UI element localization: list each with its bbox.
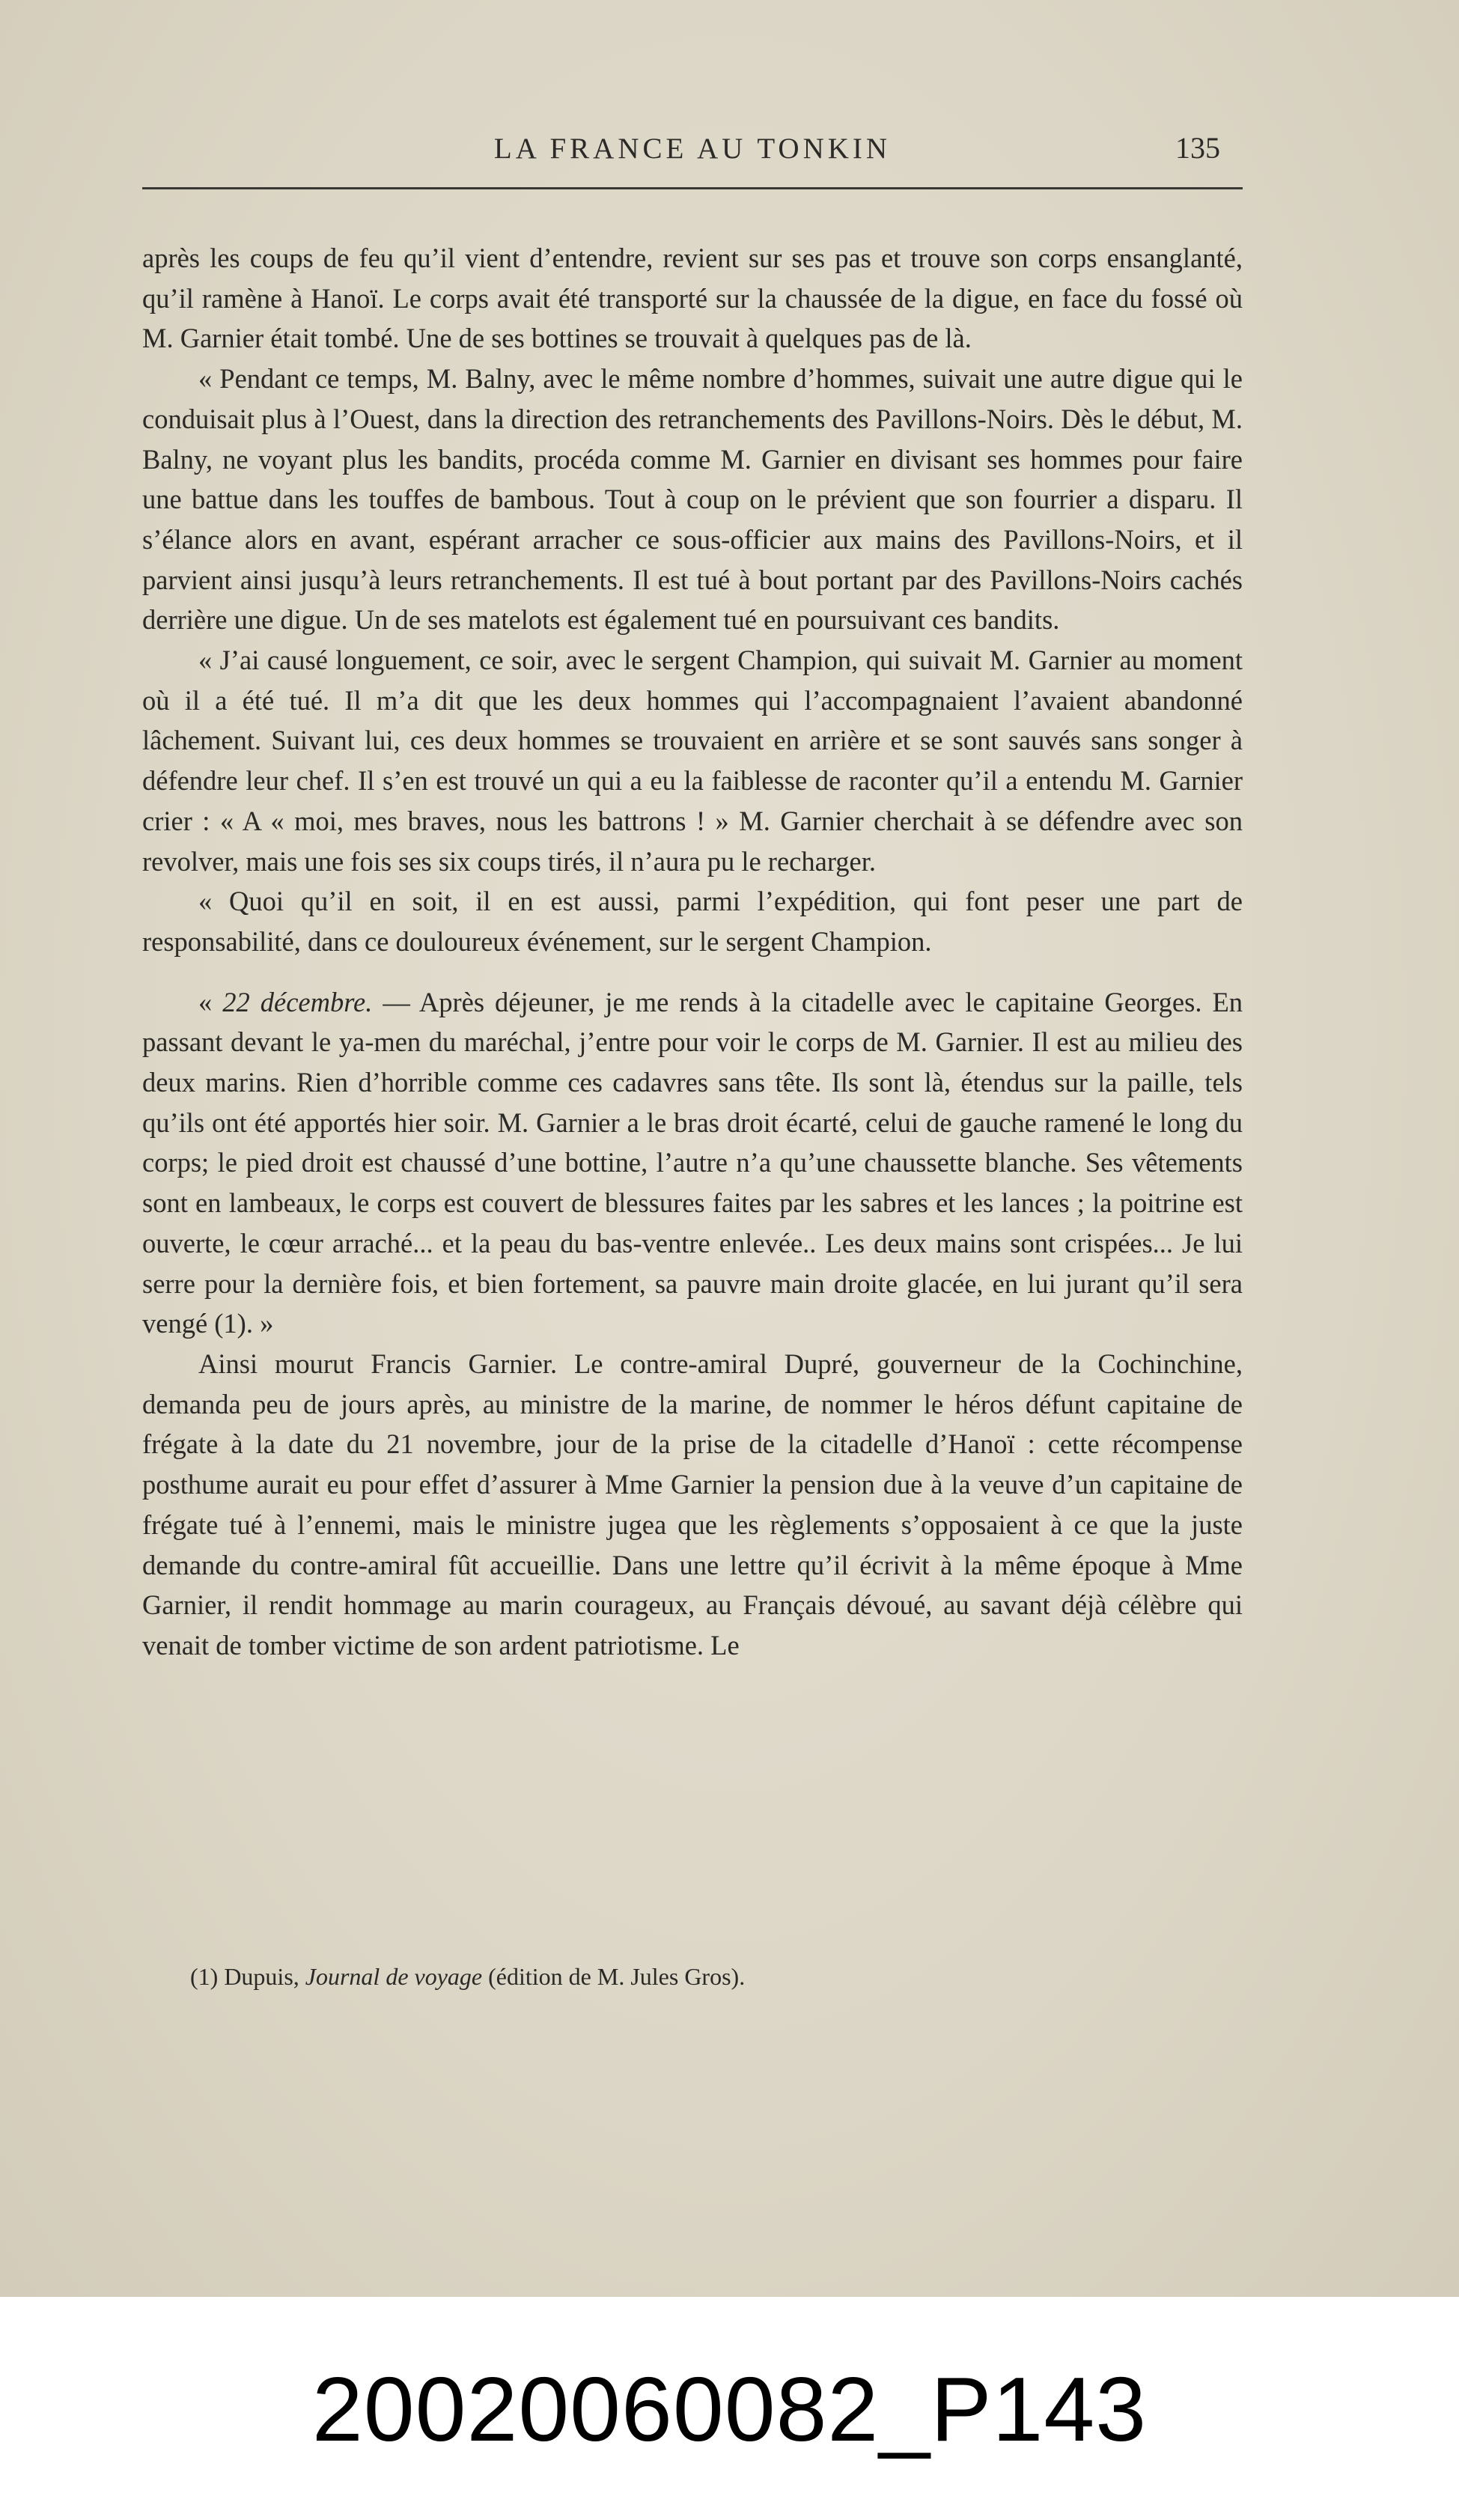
document-id: 20020060082_P143 <box>311 2358 1148 2460</box>
page-header <box>142 126 1243 171</box>
footnote-title: Journal de voyage <box>305 1963 483 1990</box>
header-rule <box>142 187 1243 189</box>
paragraph-5 <box>142 982 1243 1344</box>
paragraph-6: Ainsi mourut Francis Garnier. Le contre-amiral Dupré, gouverneur de la Cochinchine, demanda peu de jours après, au ministre de la marine, de nommer le héros défunt capitaine de frégate à la date du 21 novembre, jour de la prise de la citadelle d’Hanoï : cette récompense posthume aurait eu pour effet d’assurer à Mme Garnier la pension due à la veuve d’un capitaine de frégate tué à l’ennemi, mais le ministre jugea que les règlements s’opposaient à ce que la juste demande du contre-amiral fût accueillie. Dans une lettre qu’il écrivit à la même époque à Mme Garnier, il rendit hommage au marin courageux, au Français dévoué, au savant déjà célèbre qui venait de tomber victime de son ardent patriotisme. Le <box>142 1348 1243 1661</box>
caption-strip <box>0 2297 1459 2520</box>
paragraph-2: « Pendant ce temps, M. Balny, avec le même nombre d’hommes, suivait une autre digue qui le conduisait plus à l’Ouest, dans la direction des retranchements des Pavillons-Noirs. Dès le début, M. Balny, ne voyant plus les bandits, procéda comme M. Garnier en divisant ses hommes pour faire une battue dans les touffes de bambous. Tout à coup on le prévient que son fourrier a disparu. Il s’élance alors en avant, espérant arracher ce sous-officier aux mains des Pavillons-Noirs, et il parvient ainsi jusqu’à leurs retranchements. Il est tué à bout portant par des Pavillons-Noirs cachés derrière une digue. Un de ses matelots est également tué en poursuivant ces bandits. <box>142 363 1243 636</box>
footnote-rest: (édition de M. Jules Gros). <box>482 1963 746 1990</box>
paragraph-5-date: 22 décembre. <box>222 986 373 1017</box>
running-title: LA FRANCE AU TONKIN <box>493 133 892 165</box>
paragraph-3: « J’ai causé longuement, ce soir, avec le sergent Champion, qui suivait M. Garnier au moment où il a été tué. Il m’a dit que les deux hommes qui l’accompagnaient l’avaient abandonné lâchement. Suivant lui, ces deux hommes se trouvaient en arrière et se sont sauvés sans songer à défendre leur chef. Il s’en est trouvé un qui a eu la faiblesse de raconter qu’il a entendu M. Garnier crier : « A « moi, mes braves, nous les battrons ! » M. Garnier cherchait à se défendre avec son revolver, mais une fois ses six coups tirés, il n’aura pu le recharger. <box>142 645 1243 877</box>
paragraph-5-text: — Après déjeuner, je me rends à la citadelle avec le capitaine Georges. En passant devant le ya-men du maréchal, j’entre pour voir le corps de M. Garnier. Il est au milieu des deux marins. Rien d’horrible comme ces cadavres sans tête. Ils sont là, étendus sur la paille, tels qu’ils ont été apportés hier soir. M. Garnier a le bras droit écarté, celui de gauche ramené le long du corps; le pied droit est chaussé d’une bottine, l’autre n’a qu’une chaussette blanche. Ses vêtements sont en lambeaux, le corps est couvert de blessures faites par les sabres et les lances ; la poitrine est ouverte, le cœur arraché... et la peau du bas-ventre enlevée.. Les deux mains sont crispées... Je lui serre pour la dernière fois, et bien fortement, sa pauvre main droite glacée, en lui jurant qu’il sera vengé (1). » <box>142 986 1243 1339</box>
paragraph-5-lead: « <box>198 986 223 1017</box>
footnote <box>190 1963 1238 1991</box>
paragraph-4: « Quoi qu’il en soit, il en est aussi, parmi l’expédition, qui font peser une part de responsabilité, dans ce douloureux événement, sur le sergent Champion. <box>142 886 1243 957</box>
body-text <box>142 238 1243 1666</box>
paragraph-1: après les coups de feu qu’il vient d’entendre, revient sur ses pas et trouve son corps ensanglanté, qu’il ramène à Hanoï. Le corps avait été transporté sur la chaussée de la digue, en face du fossé où M. Garnier était tombé. Une de ses bottines se trouvait à quelques pas de là. <box>142 243 1243 354</box>
footnote-marker: (1) Dupuis, <box>190 1963 305 1990</box>
page-number: 135 <box>1175 131 1220 165</box>
